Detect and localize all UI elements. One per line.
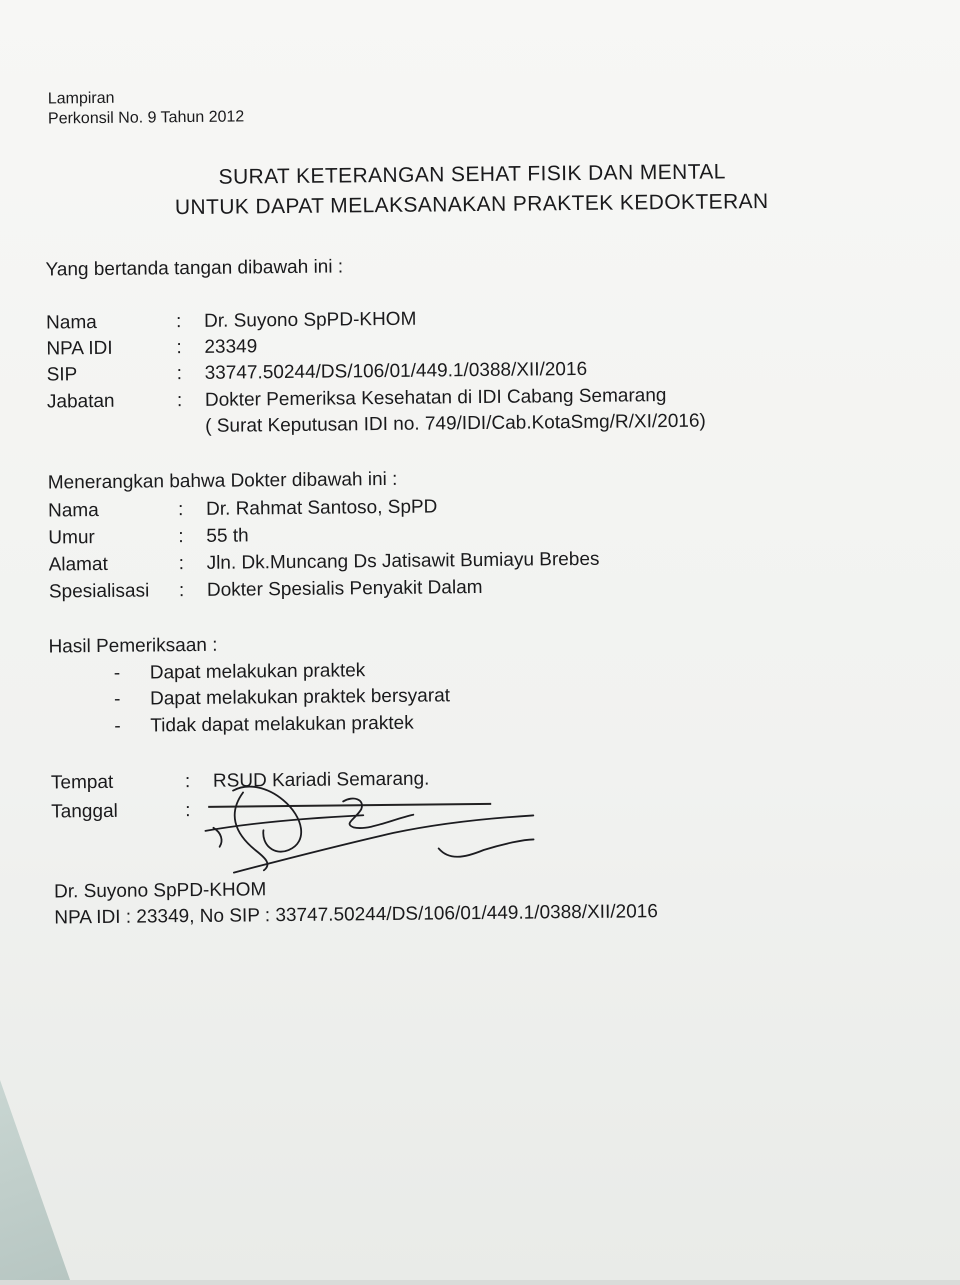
- field-value: Dr. Rahmat Santoso, SpPD: [206, 496, 437, 520]
- footer-credentials: NPA IDI : 23349, No SIP : 33747.50244/DS/106/01/449.1/0388/XII/2016: [54, 901, 658, 929]
- intro-text: Yang bertanda tangan dibawah ini :: [45, 256, 343, 281]
- signer-name-row: [46, 309, 416, 335]
- field-label: SIP: [47, 363, 177, 386]
- colon: :: [177, 363, 205, 385]
- field-label: Alamat: [49, 553, 179, 576]
- position-decree-note: ( Surat Keputusan IDI no. 749/IDI/Cab.KotaSmg/R/XI/2016): [205, 411, 706, 438]
- signer-position-row: [47, 385, 667, 413]
- date-row: [51, 800, 213, 824]
- colon: :: [178, 526, 206, 548]
- result-option: [114, 713, 414, 738]
- place-value: RSUD Kariadi Semarang.: [213, 769, 430, 793]
- footer-signer-name: Dr. Suyono SpPD-KHOM: [54, 879, 266, 903]
- result-option-text: Tidak dapat melakukan praktek: [150, 713, 414, 738]
- statement-text: Menerangkan bahwa Dokter dibawah ini :: [48, 469, 398, 495]
- colon: :: [176, 337, 204, 359]
- handwritten-signature-icon: [193, 769, 554, 883]
- field-value: 55 th: [206, 525, 248, 547]
- field-label: Nama: [46, 311, 176, 334]
- dash: -: [114, 662, 150, 684]
- result-option-text: Dapat melakukan praktek bersyarat: [150, 685, 450, 710]
- title-line-2: UNTUK DAPAT MELAKSANAKAN PRAKTEK KEDOKTERAN: [175, 190, 769, 220]
- field-value: Jln. Dk.Muncang Ds Jatisawit Bumiayu Brebes: [207, 549, 600, 575]
- colon: :: [185, 800, 213, 822]
- subject-address-row: [49, 549, 600, 577]
- colon: :: [185, 771, 213, 793]
- colon: :: [179, 580, 207, 602]
- field-value: 33747.50244/DS/106/01/449.1/0388/XII/2016: [205, 359, 588, 385]
- colon: :: [178, 499, 206, 521]
- attachment-label: Lampiran: [48, 90, 115, 109]
- result-option: [114, 660, 366, 685]
- signer-sip-row: [47, 359, 588, 387]
- subject-specialization-row: [49, 577, 483, 604]
- dash: -: [114, 715, 150, 737]
- field-label: Nama: [48, 499, 178, 522]
- dash: -: [114, 688, 150, 710]
- colon: :: [179, 553, 207, 575]
- field-label: NPA IDI: [46, 337, 176, 360]
- subject-age-row: [48, 525, 248, 549]
- result-option: [114, 685, 450, 711]
- subject-name-row: [48, 496, 437, 522]
- colon: :: [176, 311, 204, 333]
- result-heading: Hasil Pemeriksaan :: [48, 635, 217, 659]
- regulation-reference: Perkonsil No. 9 Tahun 2012: [48, 108, 244, 128]
- place-label: Tempat: [51, 771, 185, 794]
- result-option-text: Dapat melakukan praktek: [150, 660, 366, 684]
- field-value: 23349: [204, 336, 257, 359]
- field-value: Dokter Spesialis Penyakit Dalam: [207, 577, 483, 602]
- title-line-1: SURAT KETERANGAN SEHAT FISIK DAN MENTAL: [218, 160, 725, 189]
- field-value: Dokter Pemeriksa Kesehatan di IDI Cabang Semarang: [205, 385, 667, 412]
- colon: :: [177, 390, 205, 412]
- date-label: Tanggal: [51, 800, 185, 823]
- signer-npa-row: [46, 336, 257, 360]
- field-label: Umur: [48, 526, 178, 549]
- field-label: Jabatan: [47, 390, 177, 413]
- field-value: Dr. Suyono SpPD-KHOM: [204, 309, 416, 333]
- field-label: Spesialisasi: [49, 580, 179, 603]
